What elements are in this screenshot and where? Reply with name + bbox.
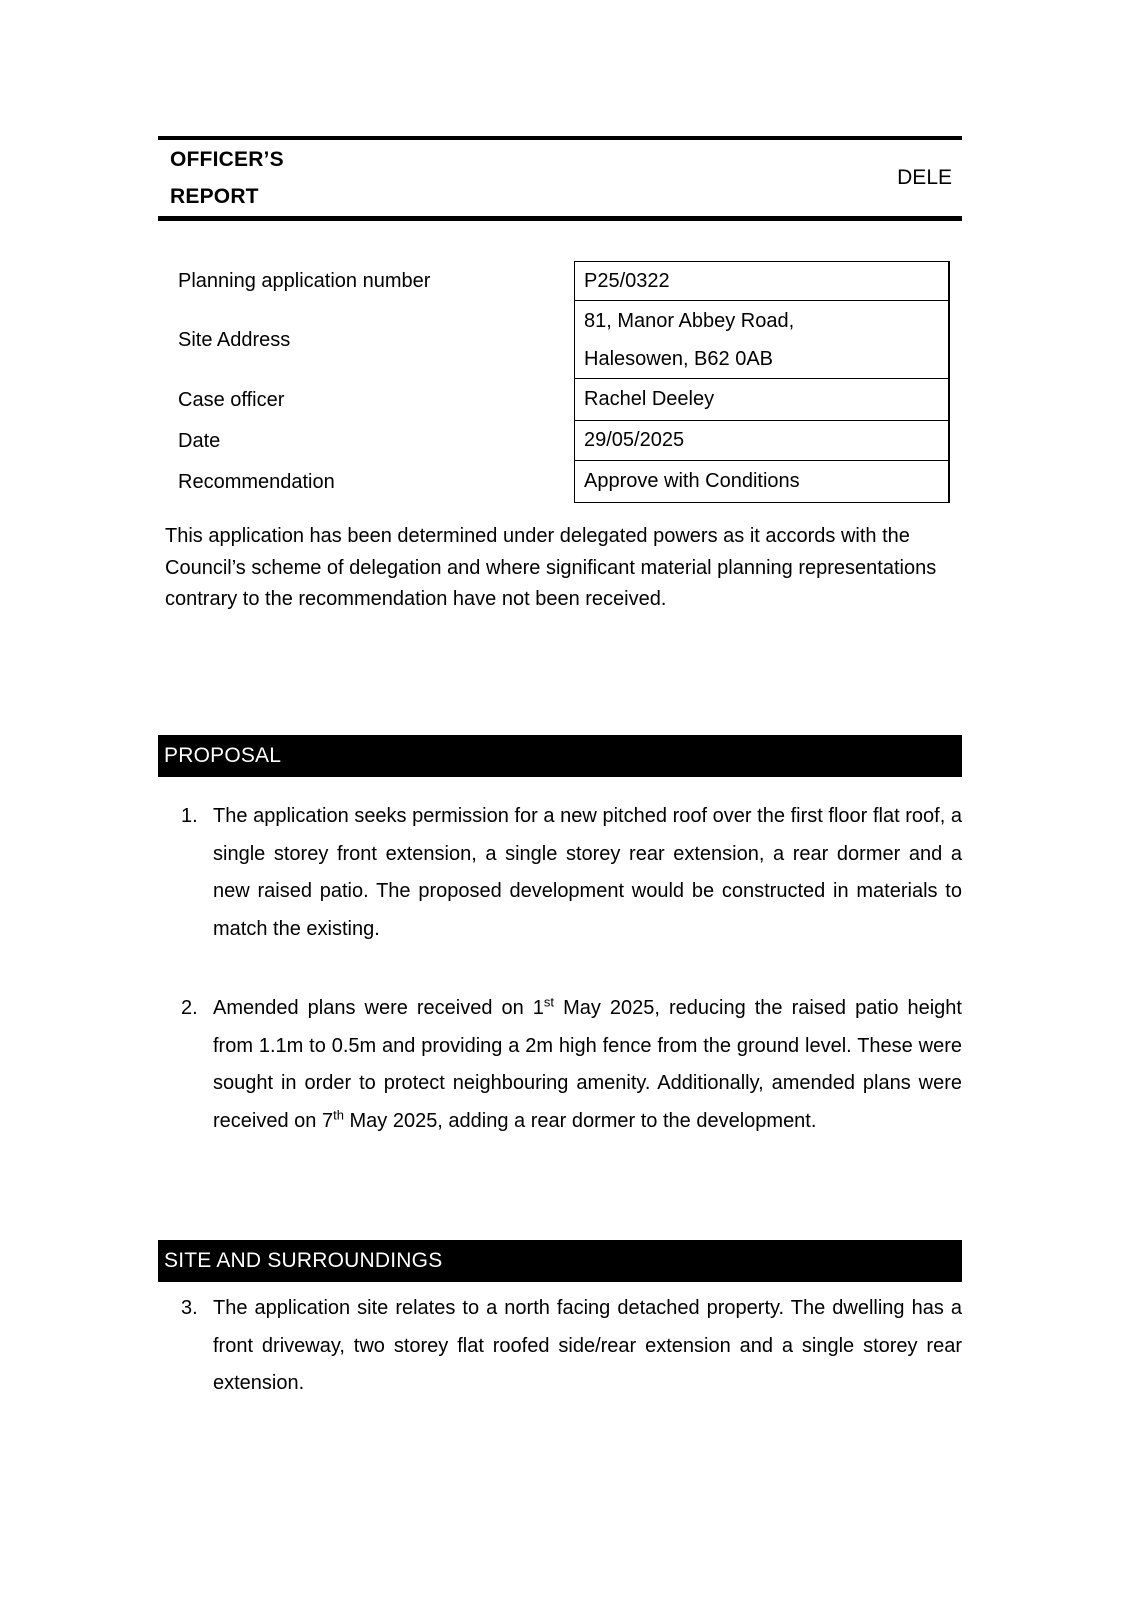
- item-2-ordinal-th: th: [333, 1107, 344, 1123]
- table-label-date: Date: [178, 429, 221, 452]
- section-banner-site-label: SITE AND SURROUNDINGS: [164, 1249, 443, 1272]
- item-2-seg2: May 2025, reducing the raised patio height from 1.1m to 0.5m and providing a 2m high fence from the ground level. These were sought in order to protect neighbouring amenity. Additionally, amended plans were received on 7: [213, 997, 962, 1132]
- item-1-number: 1.: [181, 805, 198, 827]
- item-2-ordinal-st: st: [543, 994, 555, 1010]
- table-value-application-number: P25/0322: [574, 261, 950, 301]
- page-title-line2: REPORT: [170, 185, 259, 208]
- item-2-number: 2.: [181, 997, 198, 1019]
- table-label-application-number: Planning application number: [178, 269, 431, 292]
- item-3-text: The application site relates to a north facing detached property. The dwelling has a front driveway, two storey flat roofed side/rear extension and a single storey rear extension.: [213, 1297, 962, 1395]
- table-value-case-officer: Rachel Deeley: [574, 379, 950, 421]
- site-address-line2: Halesowen, B62 0AB: [584, 347, 774, 370]
- page-title: [170, 141, 284, 215]
- page-title-line1: OFFICER’S: [170, 148, 284, 171]
- details-table: [158, 261, 950, 503]
- table-label-recommendation: Recommendation: [178, 470, 335, 493]
- item-2-seg1: Amended plans were received on 1: [213, 997, 544, 1019]
- section-banner-proposal-label: PROPOSAL: [164, 744, 282, 767]
- numbered-item-2: [158, 990, 962, 1140]
- numbered-item-3: [158, 1290, 962, 1403]
- table-value-recommendation: Approve with Conditions: [574, 461, 950, 503]
- item-3-number: 3.: [181, 1297, 198, 1319]
- delegation-note: This application has been determined under delegated powers as it accords with the Council’s scheme of delegation and where significant material planning representations contrary to the recommendation have not been received.: [165, 525, 937, 611]
- site-address-line1: 81, Manor Abbey Road,: [584, 309, 795, 332]
- item-2-seg3: May 2025, adding a rear dormer to the development.: [343, 1109, 817, 1132]
- table-label-site-address: Site Address: [178, 328, 291, 351]
- header-bottom-rule: [158, 216, 962, 221]
- table-value-date: 29/05/2025: [574, 421, 950, 461]
- section-banner-site-and-surroundings: [158, 1240, 962, 1282]
- item-2-text: [213, 990, 962, 1140]
- report-header: [158, 140, 962, 216]
- numbered-item-1: [158, 798, 962, 948]
- item-1-text: The application seeks permission for a new pitched roof over the first floor flat roof, a single storey front extension, a single storey rear extension, a rear dormer and a new raised patio. The proposed development would be constructed in materials to match the existing.: [213, 805, 962, 940]
- header-right-label: DELE: [897, 166, 952, 189]
- section-banner-proposal: [158, 735, 962, 777]
- table-value-site-address: [574, 301, 950, 379]
- table-label-case-officer: Case officer: [178, 388, 285, 411]
